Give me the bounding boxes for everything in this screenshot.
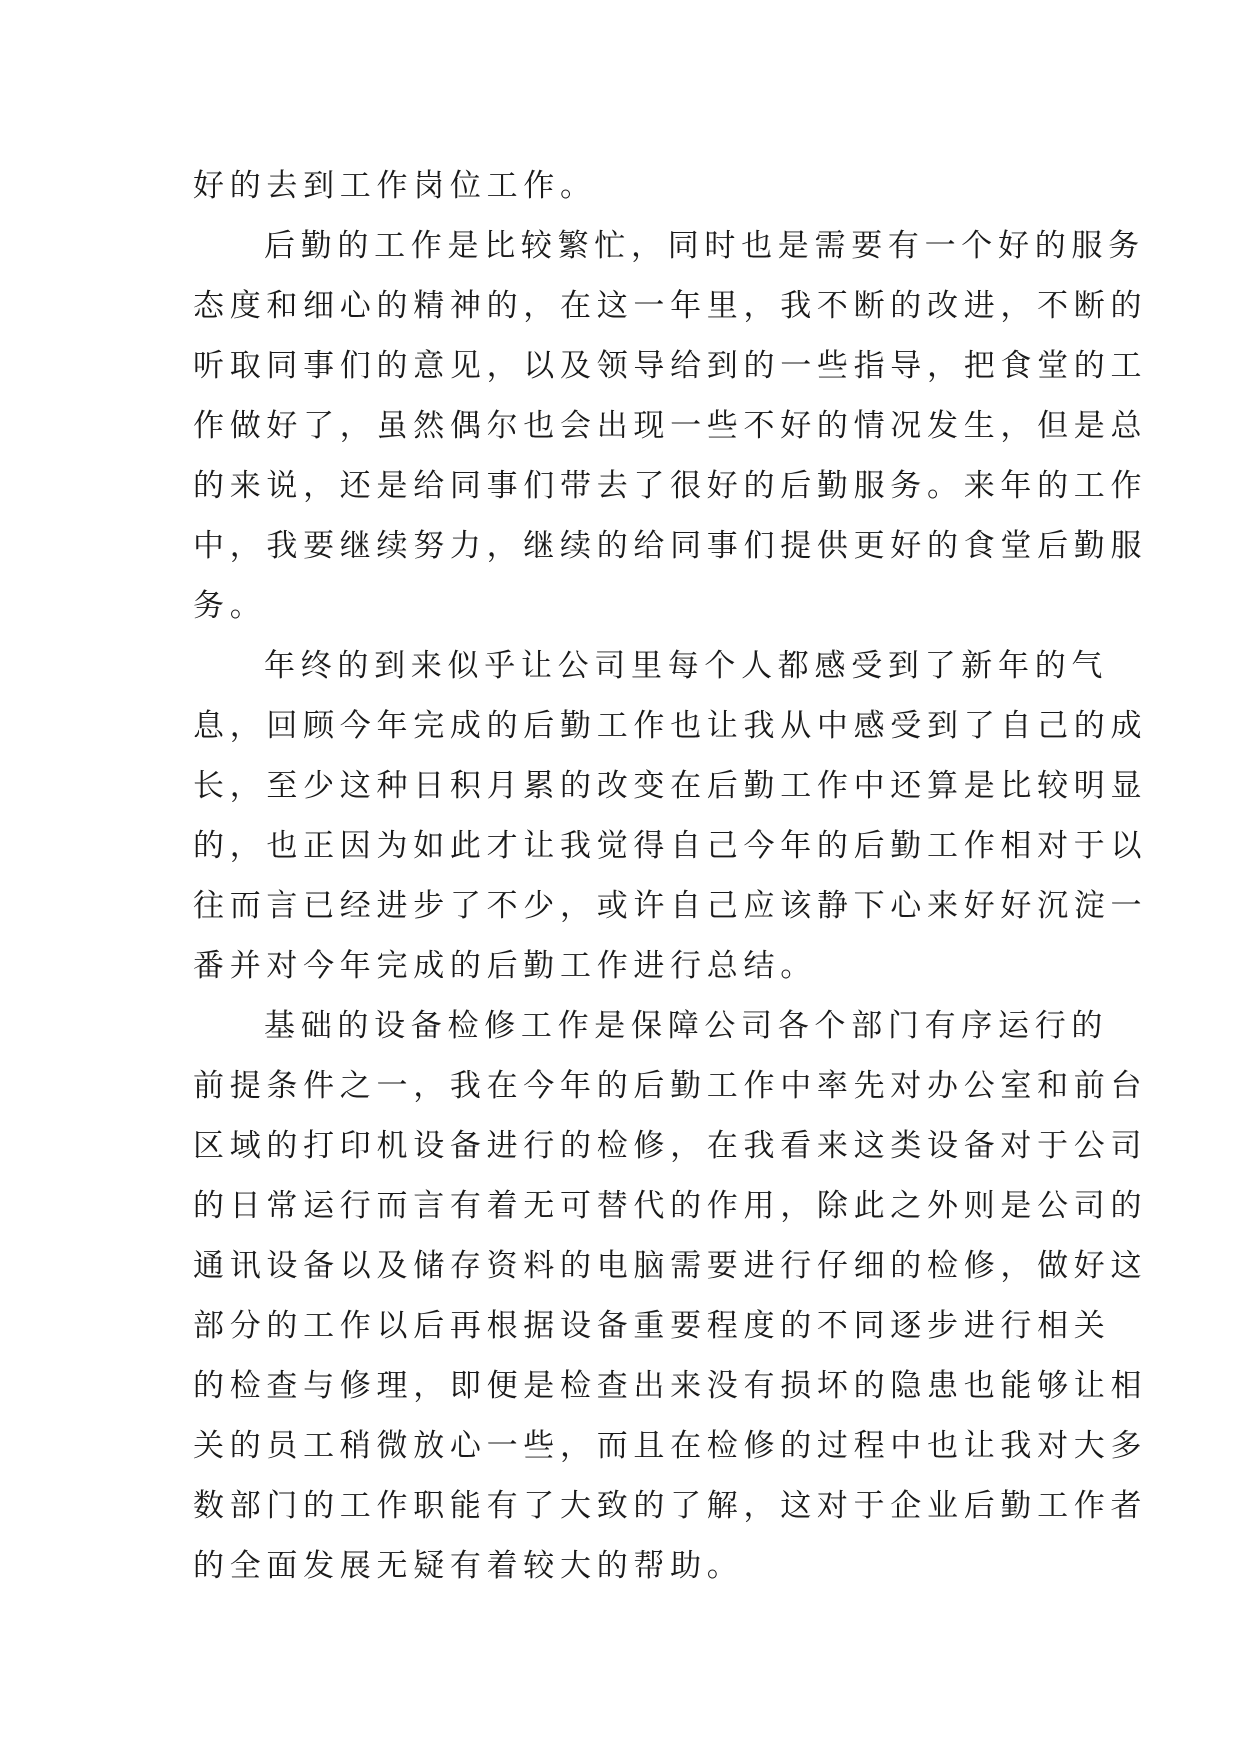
paragraph-2-line-4: 作做好了，虽然偶尔也会出现一些不好的情况发生，但是总 bbox=[193, 408, 1148, 444]
paragraph-3-line-6: 番并对今年完成的后勤工作进行总结。 bbox=[193, 948, 817, 984]
paragraph-4-line-6: 部分的工作以后再根据设备重要程度的不同逐步进行相关 bbox=[193, 1308, 1111, 1344]
paragraph-2-line-2: 态度和细心的精神的，在这一年里，我不断的改进，不断的 bbox=[193, 288, 1148, 324]
document-body bbox=[193, 156, 1148, 1596]
paragraph-3-line-1: 年终的到来似乎让公司里每个人都感受到了新年的气 bbox=[264, 648, 1109, 684]
paragraph-4-line-5: 通讯设备以及储存资料的电脑需要进行仔细的检修，做好这 bbox=[193, 1248, 1148, 1284]
paragraph-4-line-1: 基础的设备检修工作是保障公司各个部门有序运行的 bbox=[264, 1008, 1109, 1044]
paragraph-2-line-1: 后勤的工作是比较繁忙，同时也是需要有一个好的服务 bbox=[264, 228, 1145, 264]
paragraph-3-line-4: 的，也正因为如此才让我觉得自己今年的后勤工作相对于以 bbox=[193, 828, 1148, 864]
paragraph-4-line-2: 前提条件之一，我在今年的后勤工作中率先对办公室和前台 bbox=[193, 1068, 1148, 1104]
paragraph-4-line-9: 数部门的工作职能有了大致的了解，这对于企业后勤工作者 bbox=[193, 1488, 1148, 1524]
paragraph-3-line-3: 长，至少这种日积月累的改变在后勤工作中还算是比较明显 bbox=[193, 768, 1148, 804]
paragraph-3-line-5: 往而言已经进步了不少，或许自己应该静下心来好好沉淀一 bbox=[193, 888, 1148, 924]
paragraph-4-line-8: 关的员工稍微放心一些，而且在检修的过程中也让我对大多 bbox=[193, 1428, 1148, 1464]
paragraph-2-line-7: 务。 bbox=[193, 588, 267, 624]
paragraph-1-line-1: 好的去到工作岗位工作。 bbox=[193, 168, 597, 204]
paragraph-2-line-3: 听取同事们的意见，以及领导给到的一些指导，把食堂的工 bbox=[193, 348, 1148, 384]
paragraph-4-line-10: 的全面发展无疑有着较大的帮助。 bbox=[193, 1548, 744, 1584]
paragraph-2-line-6: 中，我要继续努力，继续的给同事们提供更好的食堂后勤服 bbox=[193, 528, 1148, 564]
paragraph-4-line-4: 的日常运行而言有着无可替代的作用，除此之外则是公司的 bbox=[193, 1188, 1148, 1224]
paragraph-2-line-5: 的来说，还是给同事们带去了很好的后勤服务。来年的工作 bbox=[193, 468, 1148, 504]
paragraph-3-line-2: 息，回顾今年完成的后勤工作也让我从中感受到了自己的成 bbox=[193, 708, 1148, 744]
paragraph-4-line-3: 区域的打印机设备进行的检修，在我看来这类设备对于公司 bbox=[193, 1128, 1148, 1164]
paragraph-4-line-7: 的检查与修理，即便是检查出来没有损坏的隐患也能够让相 bbox=[193, 1368, 1148, 1404]
